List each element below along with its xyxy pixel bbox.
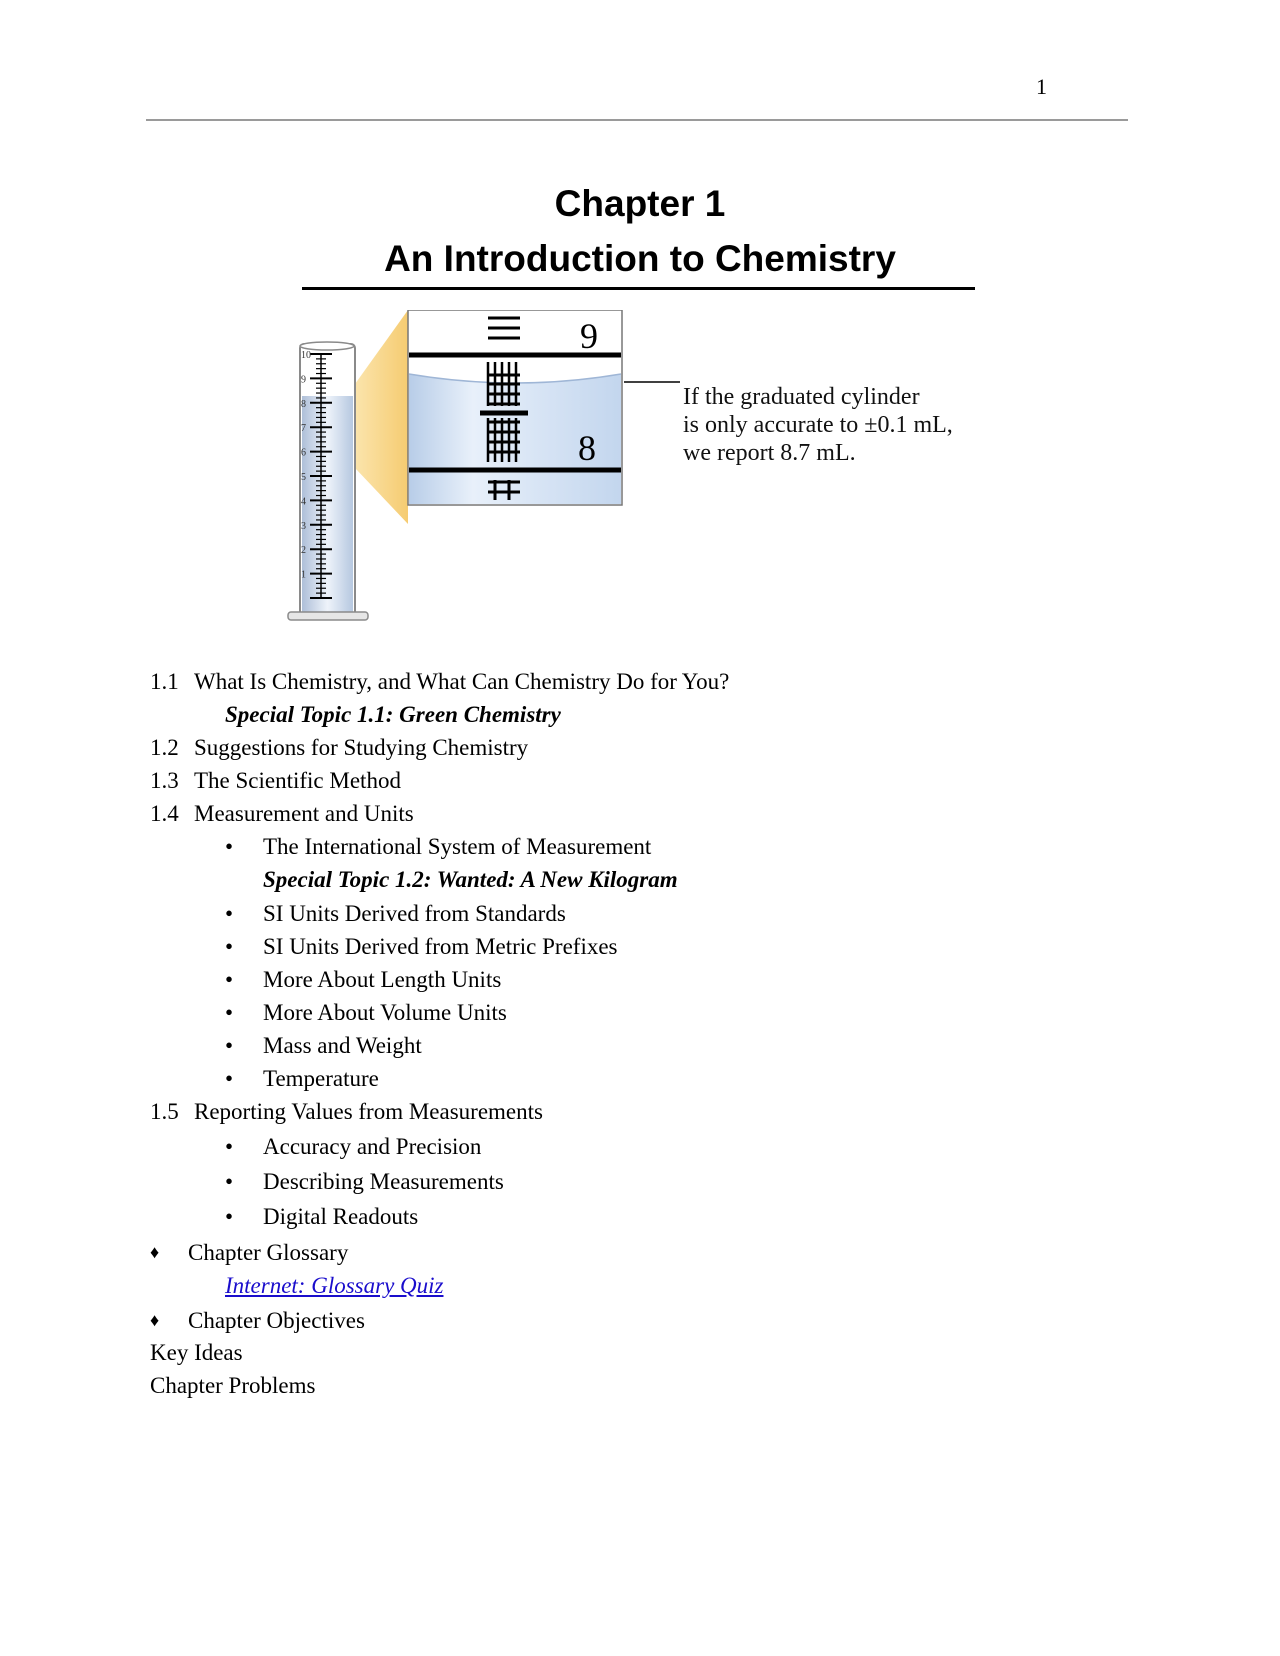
scale-label: 9: [301, 374, 306, 386]
header-rule: [146, 119, 1128, 121]
diamond-bullet-icon: ♦: [150, 1242, 160, 1262]
cylinder-base: [288, 612, 368, 620]
toc-special-topic-1-1[interactable]: Special Topic 1.1: Green Chemistry: [225, 702, 561, 727]
bullet-icon: •: [225, 1033, 234, 1058]
scale-label: 3: [301, 520, 306, 532]
toc-section-1-1[interactable]: [150, 668, 729, 696]
toc-objectives[interactable]: ♦ Chapter Objectives: [150, 1308, 365, 1333]
toc-special-topic-1-2[interactable]: Special Topic 1.2: Wanted: A New Kilogram: [263, 867, 678, 892]
diamond-bullet-icon: ♦: [150, 1310, 160, 1330]
toc-subitem[interactable]: • SI Units Derived from Metric Prefixes: [225, 934, 618, 959]
chapter-name: An Introduction to Chemistry: [384, 238, 896, 279]
bullet-icon: •: [225, 1066, 234, 1091]
bullet-icon: •: [225, 901, 234, 926]
toc-subitem[interactable]: • Mass and Weight: [225, 1033, 422, 1058]
scale-label: 1: [301, 569, 306, 581]
section-number: 1.1: [150, 669, 179, 694]
scale-label: 6: [301, 447, 306, 459]
toc-subitem[interactable]: • The International System of Measurement: [225, 834, 652, 859]
graduated-cylinder-figure: [280, 310, 1000, 630]
toc-subitem[interactable]: • Describing Measurements: [225, 1169, 504, 1194]
bullet-icon: •: [225, 1000, 234, 1025]
toc-subitem[interactable]: • More About Volume Units: [225, 1000, 507, 1025]
bullet-icon: •: [225, 1204, 234, 1229]
bullet-icon: •: [225, 1134, 234, 1159]
bullet-icon: •: [225, 934, 234, 959]
page-number: 1: [1036, 74, 1047, 99]
section-label: Suggestions for Studying Chemistry: [194, 735, 529, 760]
toc-section-1-5[interactable]: [150, 1098, 543, 1126]
chapter-title: [0, 176, 1280, 286]
scale-label: 5: [301, 472, 306, 483]
caption-line: we report 8.7 mL.: [683, 440, 856, 466]
toc-chapter-problems[interactable]: Chapter Problems: [150, 1373, 316, 1398]
toc-subitem[interactable]: • SI Units Derived from Standards: [225, 901, 566, 926]
glossary-quiz-link[interactable]: Internet: Glossary Quiz: [225, 1273, 444, 1298]
figure-caption: [683, 383, 953, 467]
scale-label: 8: [301, 398, 306, 410]
zoom-connector: [355, 310, 408, 524]
bullet-icon: •: [225, 834, 234, 859]
toc-section-1-3[interactable]: [150, 767, 401, 795]
label-9: 9: [580, 316, 598, 356]
scale-label: 2: [301, 545, 306, 557]
section-label: Measurement and Units: [194, 801, 414, 826]
toc-subitem[interactable]: • More About Length Units: [225, 967, 502, 992]
chapter-number: Chapter 1: [554, 183, 726, 224]
graduated-cylinder-illustration: [280, 310, 1000, 630]
caption-line: If the graduated cylinder: [683, 384, 920, 410]
toc-section-1-2[interactable]: [150, 734, 528, 762]
bullet-icon: •: [225, 967, 234, 992]
cylinder-liquid: [302, 396, 353, 614]
label-8: 8: [578, 428, 596, 468]
section-label: Reporting Values from Measurements: [194, 1099, 543, 1124]
section-number: 1.5: [150, 1099, 179, 1124]
section-number: 1.4: [150, 801, 179, 826]
scale-label: 7: [301, 423, 306, 435]
toc-section-1-4[interactable]: [150, 800, 414, 828]
toc-key-ideas[interactable]: Key Ideas: [150, 1340, 243, 1365]
section-label: The Scientific Method: [194, 768, 401, 793]
section-label: What Is Chemistry, and What Can Chemistry Do for You?: [194, 669, 730, 694]
scale-label: 4: [301, 496, 306, 508]
toc-subitem[interactable]: • Accuracy and Precision: [225, 1134, 482, 1159]
bullet-icon: •: [225, 1169, 234, 1194]
toc-subitem[interactable]: • Digital Readouts: [225, 1204, 419, 1229]
section-number: 1.2: [150, 735, 179, 760]
caption-line: is only accurate to ±0.1 mL,: [683, 412, 953, 438]
section-number: 1.3: [150, 768, 179, 793]
scale-label: 10: [301, 350, 311, 361]
toc-subitem[interactable]: • Temperature: [225, 1066, 379, 1091]
title-rule: [302, 287, 975, 290]
toc-glossary[interactable]: ♦ Chapter Glossary: [150, 1240, 349, 1265]
